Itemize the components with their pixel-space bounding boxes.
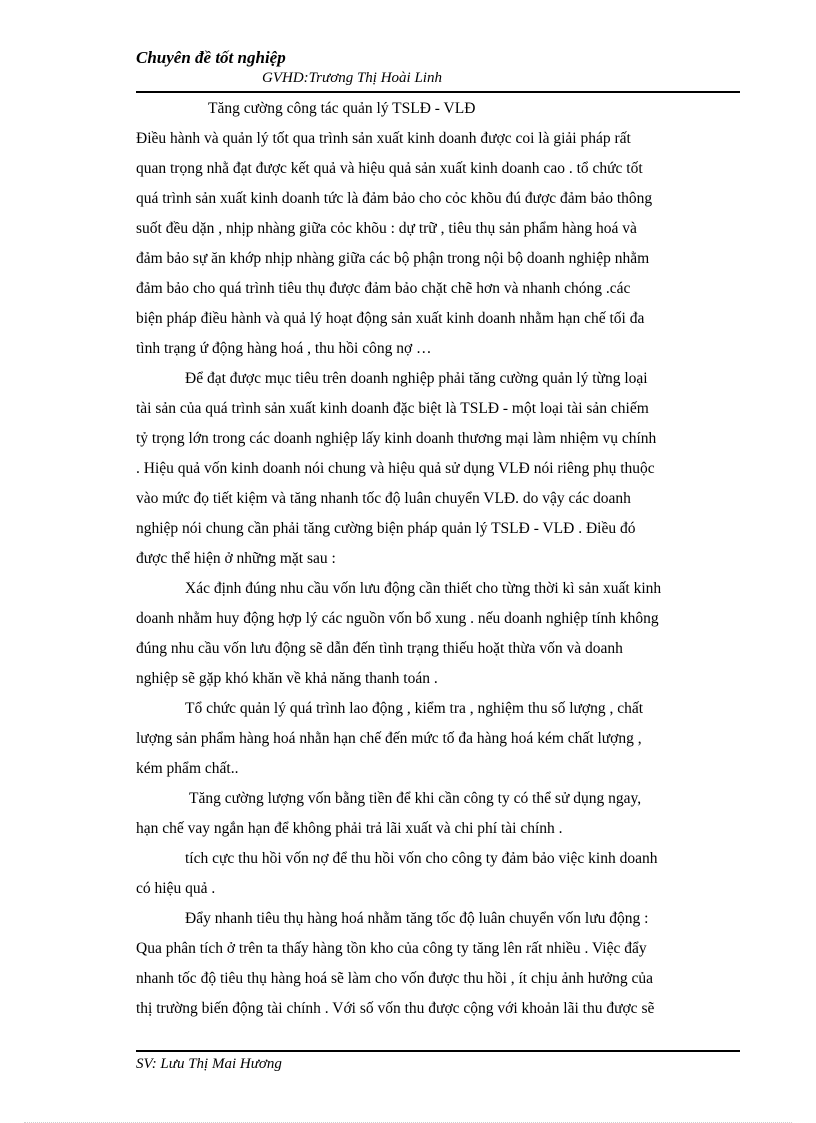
body-line: vào mức đọ tiết kiệm và tăng nhanh tốc độ luân chuyển VLĐ. do vậy các doanh: [136, 490, 631, 507]
footer-divider: [136, 1050, 740, 1052]
student-name: SV: Lưu Thị Mai Hương: [136, 1056, 282, 1072]
header-divider: [136, 91, 740, 93]
body-line: quá trình sản xuất kinh doanh tức là đảm bảo cho cỏc khõu đú được đảm bảo thông: [136, 190, 653, 207]
body-line: có hiệu quả .: [136, 880, 216, 897]
body-line: nhanh tốc độ tiêu thụ hàng hoá sẽ làm cho vốn được thu hồi , ít chịu ảnh hưởng của: [136, 970, 654, 987]
body-line: doanh nhằm huy động hợp lý các nguồn vốn bổ xung . nếu doanh nghiệp tính không: [136, 610, 659, 627]
paragraph-first-line: Tăng cường lượng vốn bằng tiền để khi cần công ty có thể sử dụng ngay,: [189, 790, 642, 807]
body-line: biện pháp điều hành và quả lý hoạt động sản xuất kinh doanh nhằm hạn chế tối đa: [136, 310, 645, 327]
paragraph-first-line: tích cực thu hồi vốn nợ để thu hồi vốn cho công ty đảm bảo việc kinh doanh: [185, 850, 658, 867]
body-line: Qua phân tích ở trên ta thấy hàng tồn kho của công ty tăng lên rất nhiều . Việc đẩy: [136, 940, 647, 957]
document-title: Chuyên đề tốt nghiệp: [136, 48, 286, 67]
body-line: Điều hành và quản lý tốt qua trình sản xuất kinh doanh được coi là giải pháp rất: [136, 130, 631, 147]
document-body: [136, 94, 740, 1024]
paragraph-first-line: Đẩy nhanh tiêu thụ hàng hoá nhằm tăng tốc độ luân chuyển vốn lưu động :: [185, 910, 649, 927]
body-line: suốt đều dặn , nhịp nhàng giữa cỏc khõu : dự trữ , tiêu thụ sản phẩm hàng hoá và: [136, 220, 637, 237]
body-line: được thể hiện ở những mặt sau :: [136, 550, 336, 567]
body-line: tỷ trọng lớn trong các doanh nghiệp lấy kinh doanh thương mại làm nhiệm vụ chính: [136, 430, 657, 447]
body-line: đúng nhu cầu vốn lưu động sẽ dẫn đến tình trạng thiếu hoặt thừa vốn và doanh: [136, 640, 623, 657]
body-line: đảm bảo sự ăn khớp nhịp nhàng giữa các bộ phận trong nội bộ doanh nghiệp nhằm: [136, 250, 650, 267]
supervisor-line: GVHD:Trương Thị Hoài Linh: [262, 70, 442, 86]
body-line: thị trường biến động tài chính . Với số vốn thu được cộng với khoản lãi thu được sẽ: [136, 1000, 655, 1017]
body-line: lượng sản phẩm hàng hoá nhằn hạn chế đến mức tố đa hàng hoá kém chất lượng ,: [136, 730, 642, 747]
body-line: . Hiệu quả vốn kinh doanh nói chung và hiệu quả sử dụng VLĐ nói riêng phụ thuộc: [136, 460, 655, 477]
body-line: tài sản của quá trình sản xuất kinh doanh đặc biệt là TSLĐ - một loại tài sản chiếm: [136, 400, 649, 417]
paragraph-first-line: Để đạt được mục tiêu trên doanh nghiệp phải tăng cường quản lý từng loại: [185, 370, 648, 387]
body-line: tình trạng ứ động hàng hoá , thu hồi công nợ …: [136, 340, 432, 357]
body-line: nghiệp sẽ gặp khó khăn về khả năng thanh toán .: [136, 670, 438, 687]
body-line: kém phẩm chất..: [136, 760, 239, 777]
body-line: quan trọng nhằ đạt được kết quả và hiệu quả sản xuất kinh doanh cao . tổ chức tốt: [136, 160, 643, 177]
body-line: nghiệp nói chung cần phải tăng cường biện pháp quản lý TSLĐ - VLĐ . Điều đó: [136, 520, 636, 537]
paragraph-first-line: Tổ chức quản lý quá trình lao động , kiểm tra , nghiệm thu số lượng , chất: [185, 700, 644, 717]
paragraph-first-line: Xác định đúng nhu cầu vốn lưu động cần thiết cho từng thời kì sản xuất kinh: [185, 580, 662, 597]
body-line: hạn chế vay ngắn hạn để không phải trả lãi xuất và chi phí tài chính .: [136, 820, 563, 837]
body-line: đảm bảo cho quá trình tiêu thụ được đảm bảo chặt chẽ hơn và nhanh chóng .các: [136, 280, 631, 297]
section-heading: Tăng cường công tác quản lý TSLĐ - VLĐ: [208, 100, 476, 117]
